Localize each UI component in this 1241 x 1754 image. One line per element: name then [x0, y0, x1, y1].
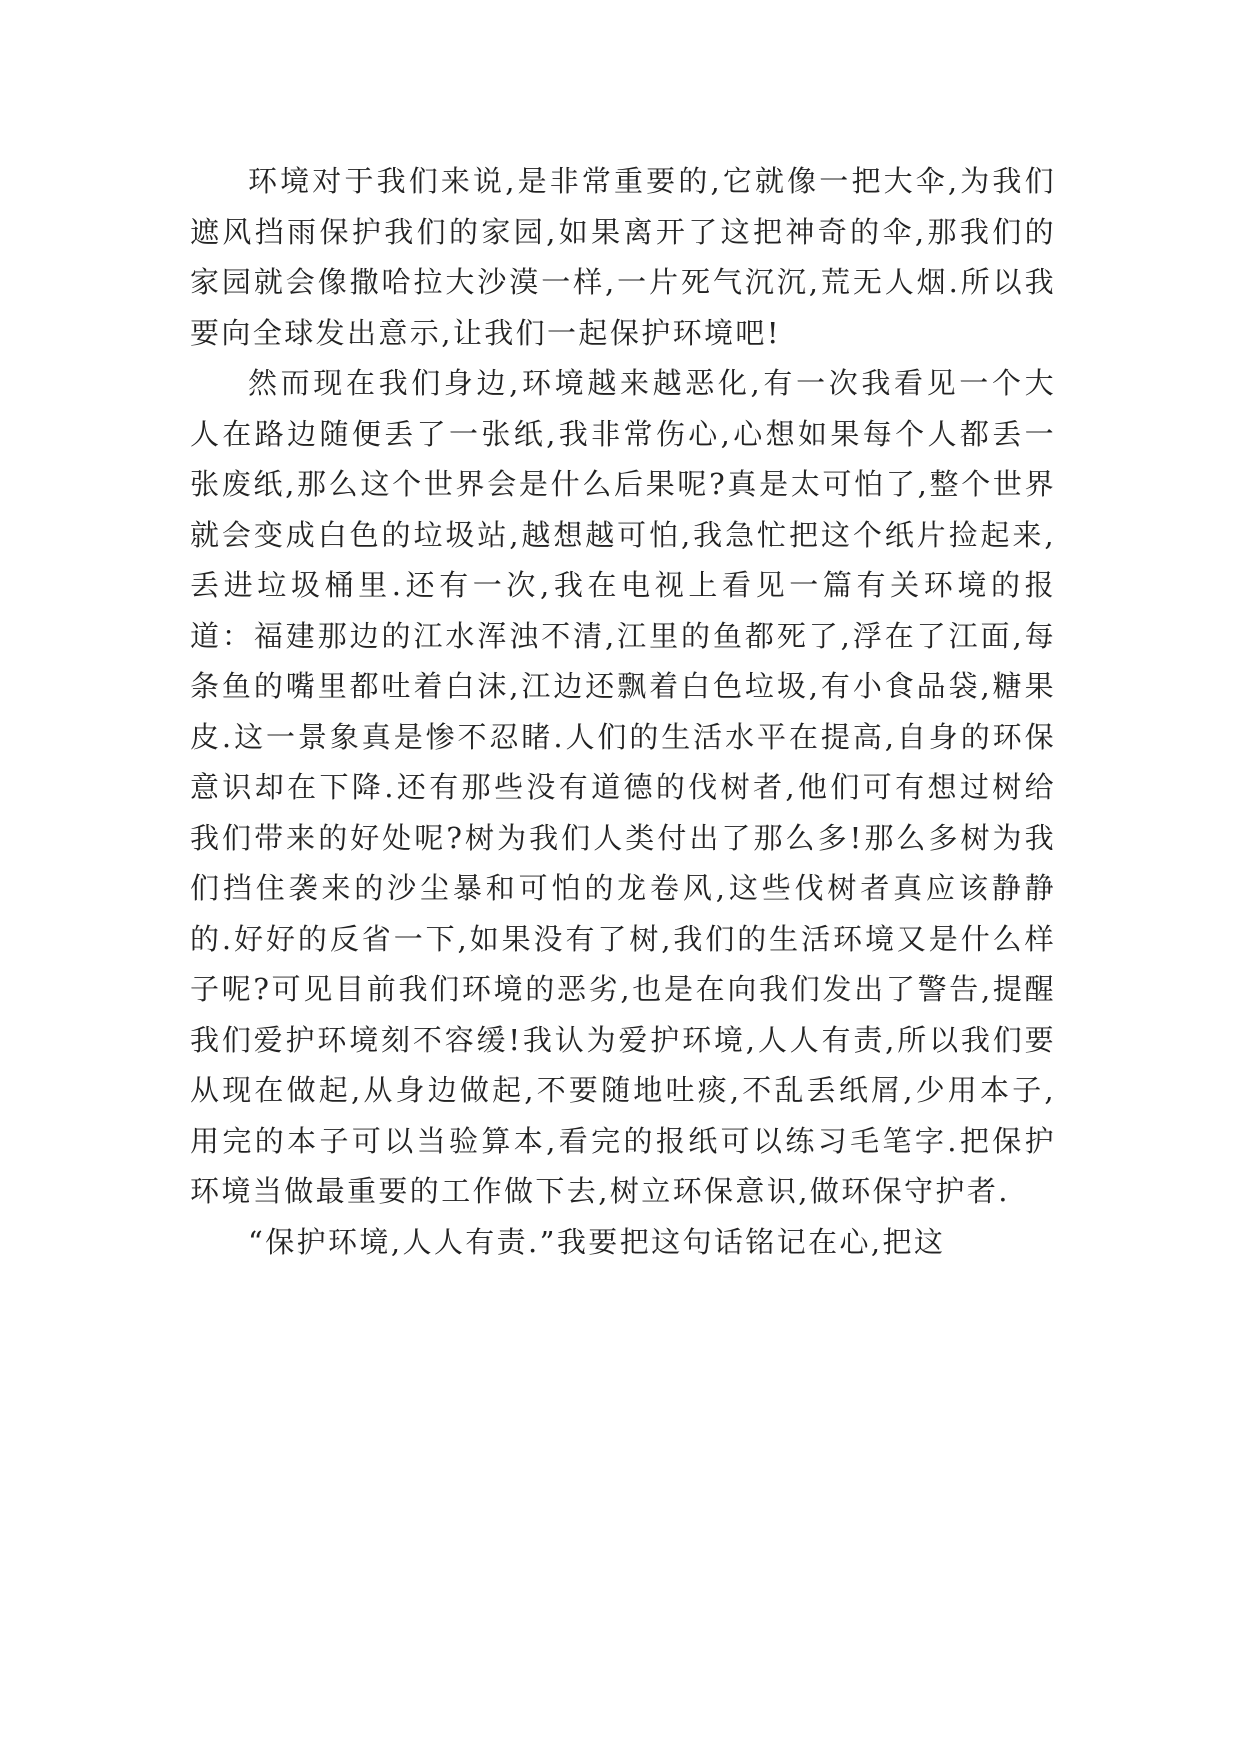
paragraph-2: 然而现在我们身边,环境越来越恶化,有一次我看见一个大人在路边随便丢了一张纸,我非常伤心,心想如果每个人都丢一张废纸,那么这个世界会是什么后果呢?真是太可怕了,整个世界就会变成白色的垃圾站,越想越可怕,我急忙把这个纸片捡起来,丢进垃圾桶里.还有一次,我在电视上看见一篇有关环境的报道：福建那边的江水浑浊不清,江里的鱼都死了,浮在了江面,每条鱼的嘴里都吐着白沫,江边还飘着白色垃圾,有小食品袋,糖果皮.这一景象真是惨不忍睹.人们的生活水平在提高,自身的环保意识却在下降.还有那些没有道德的伐树者,他们可有想过树给我们带来的好处呢?树为我们人类付出了那么多!那么多树为我们挡住袭来的沙尘暴和可怕的龙卷风,这些伐树者真应该静静的.好好的反省一下,如果没有了树,我们的生活环境又是什么样子呢?可见目前我们环境的恶劣,也是在向我们发出了警告,提醒我们爱护环境刻不容缓!我认为爱护环境,人人有责,所以我们要从现在做起,从身边做起,不要随地吐痰,不乱丢纸屑,少用本子,用完的本子可以当验算本,看完的报纸可以练习毛笔字.把保护环境当做最重要的工作做下去,树立环保意识,做环保守护者. — [190, 366, 1056, 1208]
document-body — [190, 156, 1056, 1267]
paragraph-3: “保护环境,人人有责.”我要把这句话铭记在心,把这 — [248, 1224, 946, 1259]
paragraph-1: 环境对于我们来说,是非常重要的,它就像一把大伞,为我们遮风挡雨保护我们的家园,如果离开了这把神奇的伞,那我们的家园就会像撒哈拉大沙漠一样,一片死气沉沉,荒无人烟.所以我要向全球发出意示,让我们一起保护环境吧! — [190, 164, 1056, 350]
